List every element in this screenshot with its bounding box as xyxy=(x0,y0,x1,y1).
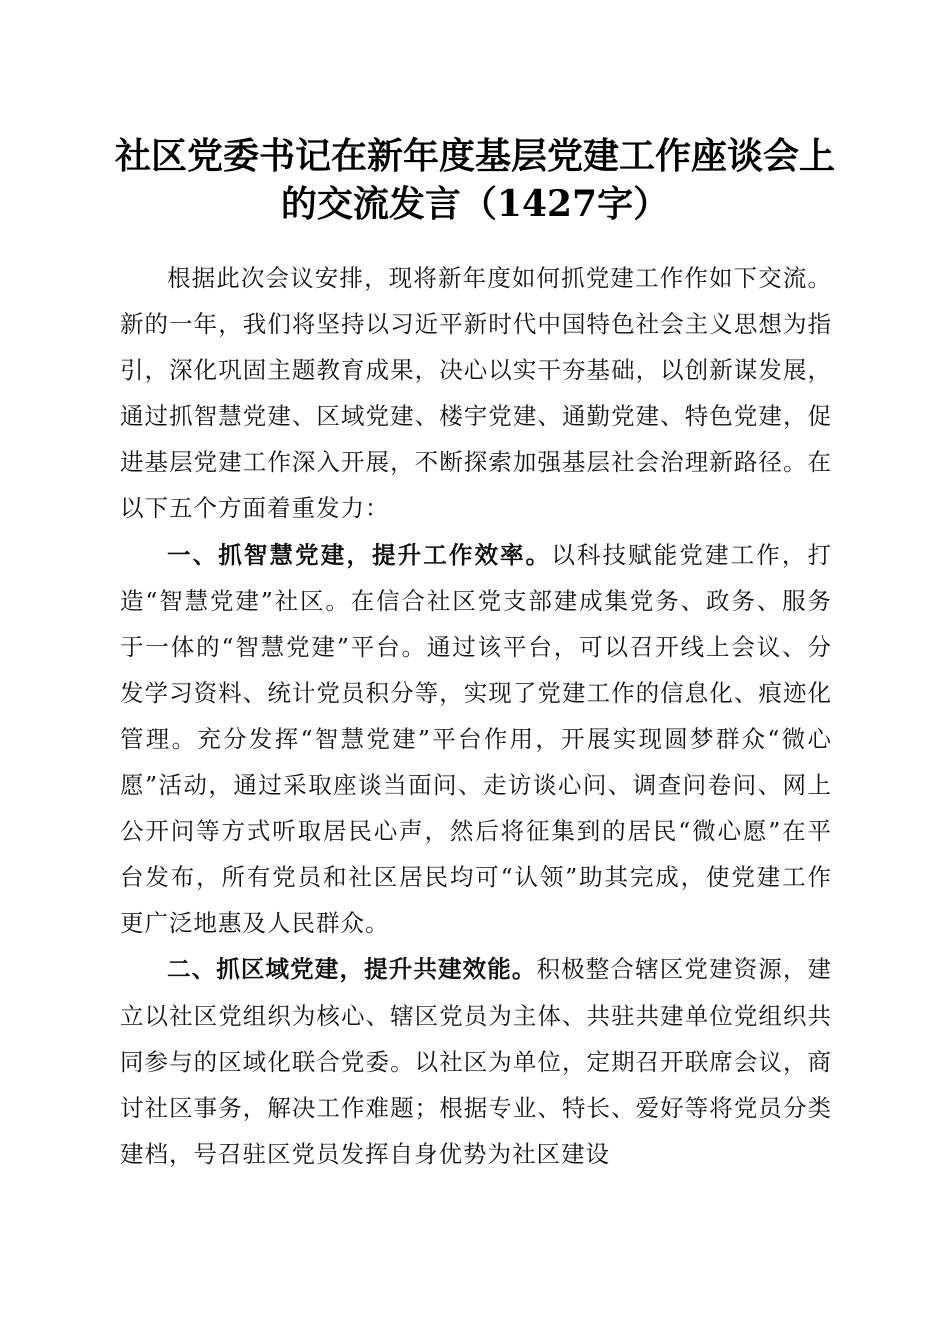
section-1-text: 以科技赋能党建工作，打造“智慧党建”社区。在信合社区党支部建成集党务、政务、服务于一体的“智慧党建”平台。通过该平台，可以召开线上会议、分发学习资料、统计党员积分等，实现了党建工作的信息化、痕迹化管理。充分发挥“智慧党建”平台作用，开展实现圆梦群众“微心愿”活动，通过采取座谈当面问、走访谈心问、调查问卷问、网上公开问等方式听取居民心声，然后将征集到的居民“微心愿”在平台发布，所有党员和社区居民均可“认领”助其完成，使党建工作更广泛地惠及人民群众。 xyxy=(120,540,833,938)
document-body xyxy=(120,255,832,1177)
title-line-2: 的交流发言（1427字） xyxy=(280,183,670,225)
section-1-heading: 一、抓智慧党建，提升工作效率。 xyxy=(167,540,552,569)
section-2-heading: 二、抓区域党建，提升共建效能。 xyxy=(167,955,537,984)
intro-paragraph: 根据此次会议安排，现将新年度如何抓党建工作作如下交流。新的一年，我们将坚持以习近平新时代中国特色社会主义思想为指引，深化巩固主题教育成果，决心以实干夯基础，以创新谋发展，通过抓智慧党建、区域党建、楼宇党建、通勤党建、特色党建，促进基层党建工作深入开展，不断探索加强基层社会治理新路径。在以下五个方面着重发力： xyxy=(120,264,832,523)
section-2-text: 积极整合辖区党建资源，建立以社区党组织为核心、辖区党员为主体、共驻共建单位党组织共同参与的区域化联合党委。以社区为单位，定期召开联席会议，商讨社区事务，解决工作难题；根据专业、特长、爱好等将党员分类建档，号召驻区党员发挥自身优势为社区建设 xyxy=(120,955,833,1168)
section-1-paragraph xyxy=(120,532,832,947)
title-line-1: 社区党委书记在新年度基层党建工作座谈会上 xyxy=(114,135,835,177)
section-2-paragraph xyxy=(120,946,832,1176)
document-title xyxy=(105,132,845,228)
